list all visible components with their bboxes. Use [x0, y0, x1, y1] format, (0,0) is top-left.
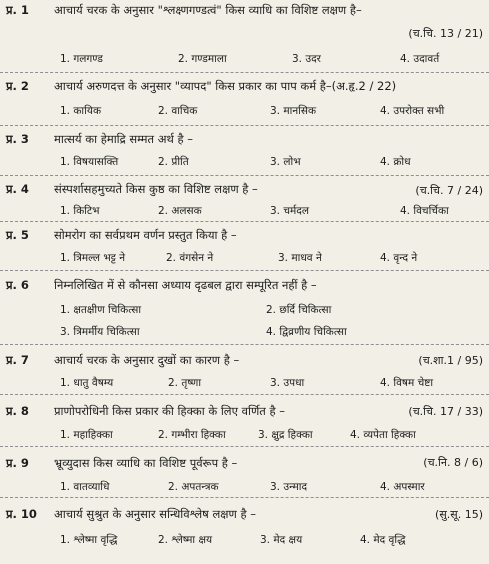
question-line	[6, 506, 483, 522]
question-number: प्र. 1	[6, 3, 29, 17]
question-4	[0, 176, 489, 222]
option-2: 2. अलसक	[158, 205, 202, 217]
question-line	[6, 2, 483, 18]
option-2: 2. तृष्णा	[168, 377, 202, 389]
option-1: 1. क्षतक्षीण चिकित्सा	[60, 304, 142, 316]
question-reference: (च.चि. 13 / 21)	[408, 27, 483, 40]
option-2: 2. गण्डमाला	[178, 53, 227, 65]
option-2: 2. अपतन्त्रक	[168, 481, 219, 493]
option-3: 3. त्रिमर्मीय चिकित्सा	[60, 326, 140, 338]
question-line	[6, 131, 483, 147]
option-1: 1. गलगण्ड	[60, 53, 103, 65]
question-text: मात्सर्य का हेमाद्रि सम्मत अर्थ है –	[54, 132, 194, 146]
option-3: 3. उपधा	[270, 377, 305, 389]
question-text: सोमरोग का सर्वप्रथम वर्णन प्रस्तुत किया है –	[54, 228, 237, 242]
question-line	[6, 455, 483, 471]
option-3: 3. लोभ	[270, 156, 301, 168]
question-text: भ्रूव्युदास किस व्याधि का विशिष्ट पूर्वरूप है –	[54, 456, 238, 470]
option-1: 1. धातु वैषम्य	[60, 377, 114, 389]
option-1: 1. महाहिक्का	[60, 429, 113, 441]
option-3: 3. क्षुद्र हिक्का	[258, 429, 313, 441]
question-6	[0, 271, 489, 345]
question-7	[0, 345, 489, 395]
option-3: 3. चर्मदल	[270, 205, 309, 217]
question-9	[0, 447, 489, 498]
option-4: 4. अपस्मार	[380, 481, 425, 493]
option-4: 4. उदावर्त	[400, 53, 440, 65]
option-3: 3. उदर	[292, 53, 321, 65]
question-number: प्र. 10	[6, 507, 37, 521]
option-4: 4. विषम चेष्टा	[380, 377, 434, 389]
question-number: प्र. 8	[6, 404, 29, 418]
question-reference: (च.नि. 8 / 6)	[423, 456, 483, 469]
question-number: प्र. 5	[6, 228, 29, 242]
option-1: 1. त्रिमल्ल भट्ट ने	[60, 252, 126, 264]
option-3: 3. उन्माद	[270, 481, 308, 493]
question-number: प्र. 9	[6, 456, 29, 470]
option-2: 2. छर्दि चिकित्सा	[266, 304, 332, 316]
option-4: 4. विचर्चिका	[400, 205, 449, 217]
option-3: 3. मेद क्षय	[260, 534, 303, 546]
question-text: आचार्य अरुणदत्त के अनुसार "व्यापद" किस प्रकार का पाप कर्म है–(अ.हृ.2 / 22)	[54, 79, 397, 93]
option-1: 1. किटिभ	[60, 205, 100, 217]
question-reference: (च.शा.1 / 95)	[418, 354, 483, 367]
question-reference: (च.चि. 7 / 24)	[415, 184, 483, 197]
question-text: आचार्य चरक के अनुसार "श्लक्ष्णगण्डत्वं" किस व्याधि का विशिष्ट लक्षण है–	[54, 3, 362, 17]
option-1: 1. विषयासक्ति	[60, 156, 119, 168]
question-reference: (सु.सू. 15)	[435, 508, 483, 521]
option-4: 4. उपरोक्त सभी	[380, 105, 445, 117]
question-3	[0, 126, 489, 176]
option-2: 2. श्लेष्मा क्षय	[158, 534, 213, 546]
question-number: प्र. 4	[6, 182, 29, 196]
question-line	[6, 277, 483, 293]
question-line	[6, 352, 483, 368]
option-1: 1. श्लेष्मा वृद्धि	[60, 534, 118, 546]
question-text: प्राणोपरोधिनी किस प्रकार की हिक्का के लिए वर्णित है –	[54, 404, 286, 418]
option-4: 4. वृन्द ने	[380, 252, 418, 264]
question-line	[6, 181, 483, 197]
option-2: 2. गम्भीरा हिक्का	[158, 429, 226, 441]
question-2	[0, 73, 489, 126]
option-3: 3. मानसिक	[270, 105, 317, 117]
question-text: निम्नलिखित में से कौनसा अध्याय दृढबल द्वारा सम्पूरित नहीं है –	[54, 278, 317, 292]
option-2: 2. प्रीति	[158, 156, 189, 168]
option-4: 4. मेद वृद्धि	[360, 534, 406, 546]
question-line	[6, 78, 483, 94]
question-10	[0, 498, 489, 564]
question-text: आचार्य सुश्रुत के अनुसार सन्धिविश्लेष लक्षण है –	[54, 507, 256, 521]
option-4: 4. द्विव्रणीय चिकित्सा	[266, 326, 347, 338]
question-number: प्र. 3	[6, 132, 29, 146]
option-1: 1. वातव्याधि	[60, 481, 110, 493]
question-number: प्र. 2	[6, 79, 29, 93]
question-8	[0, 395, 489, 447]
question-line	[6, 227, 483, 243]
question-1	[0, 0, 489, 73]
option-4: 4. क्रोध	[380, 156, 411, 168]
question-number: प्र. 7	[6, 353, 29, 367]
question-5	[0, 222, 489, 271]
option-2: 2. वाचिक	[158, 105, 198, 117]
option-3: 3. माधव ने	[278, 252, 322, 264]
question-number: प्र. 6	[6, 278, 29, 292]
option-1: 1. कायिक	[60, 105, 102, 117]
question-text: संस्पर्शासहमुच्यते किस कुष्ठ का विशिष्ट लक्षण है –	[54, 182, 258, 196]
question-reference: (च.चि. 17 / 33)	[408, 405, 483, 418]
option-2: 2. वंगसेन ने	[166, 252, 214, 264]
option-4: 4. व्यपेता हिक्का	[350, 429, 416, 441]
question-text: आचार्य चरक के अनुसार दुखों का कारण है –	[54, 353, 240, 367]
